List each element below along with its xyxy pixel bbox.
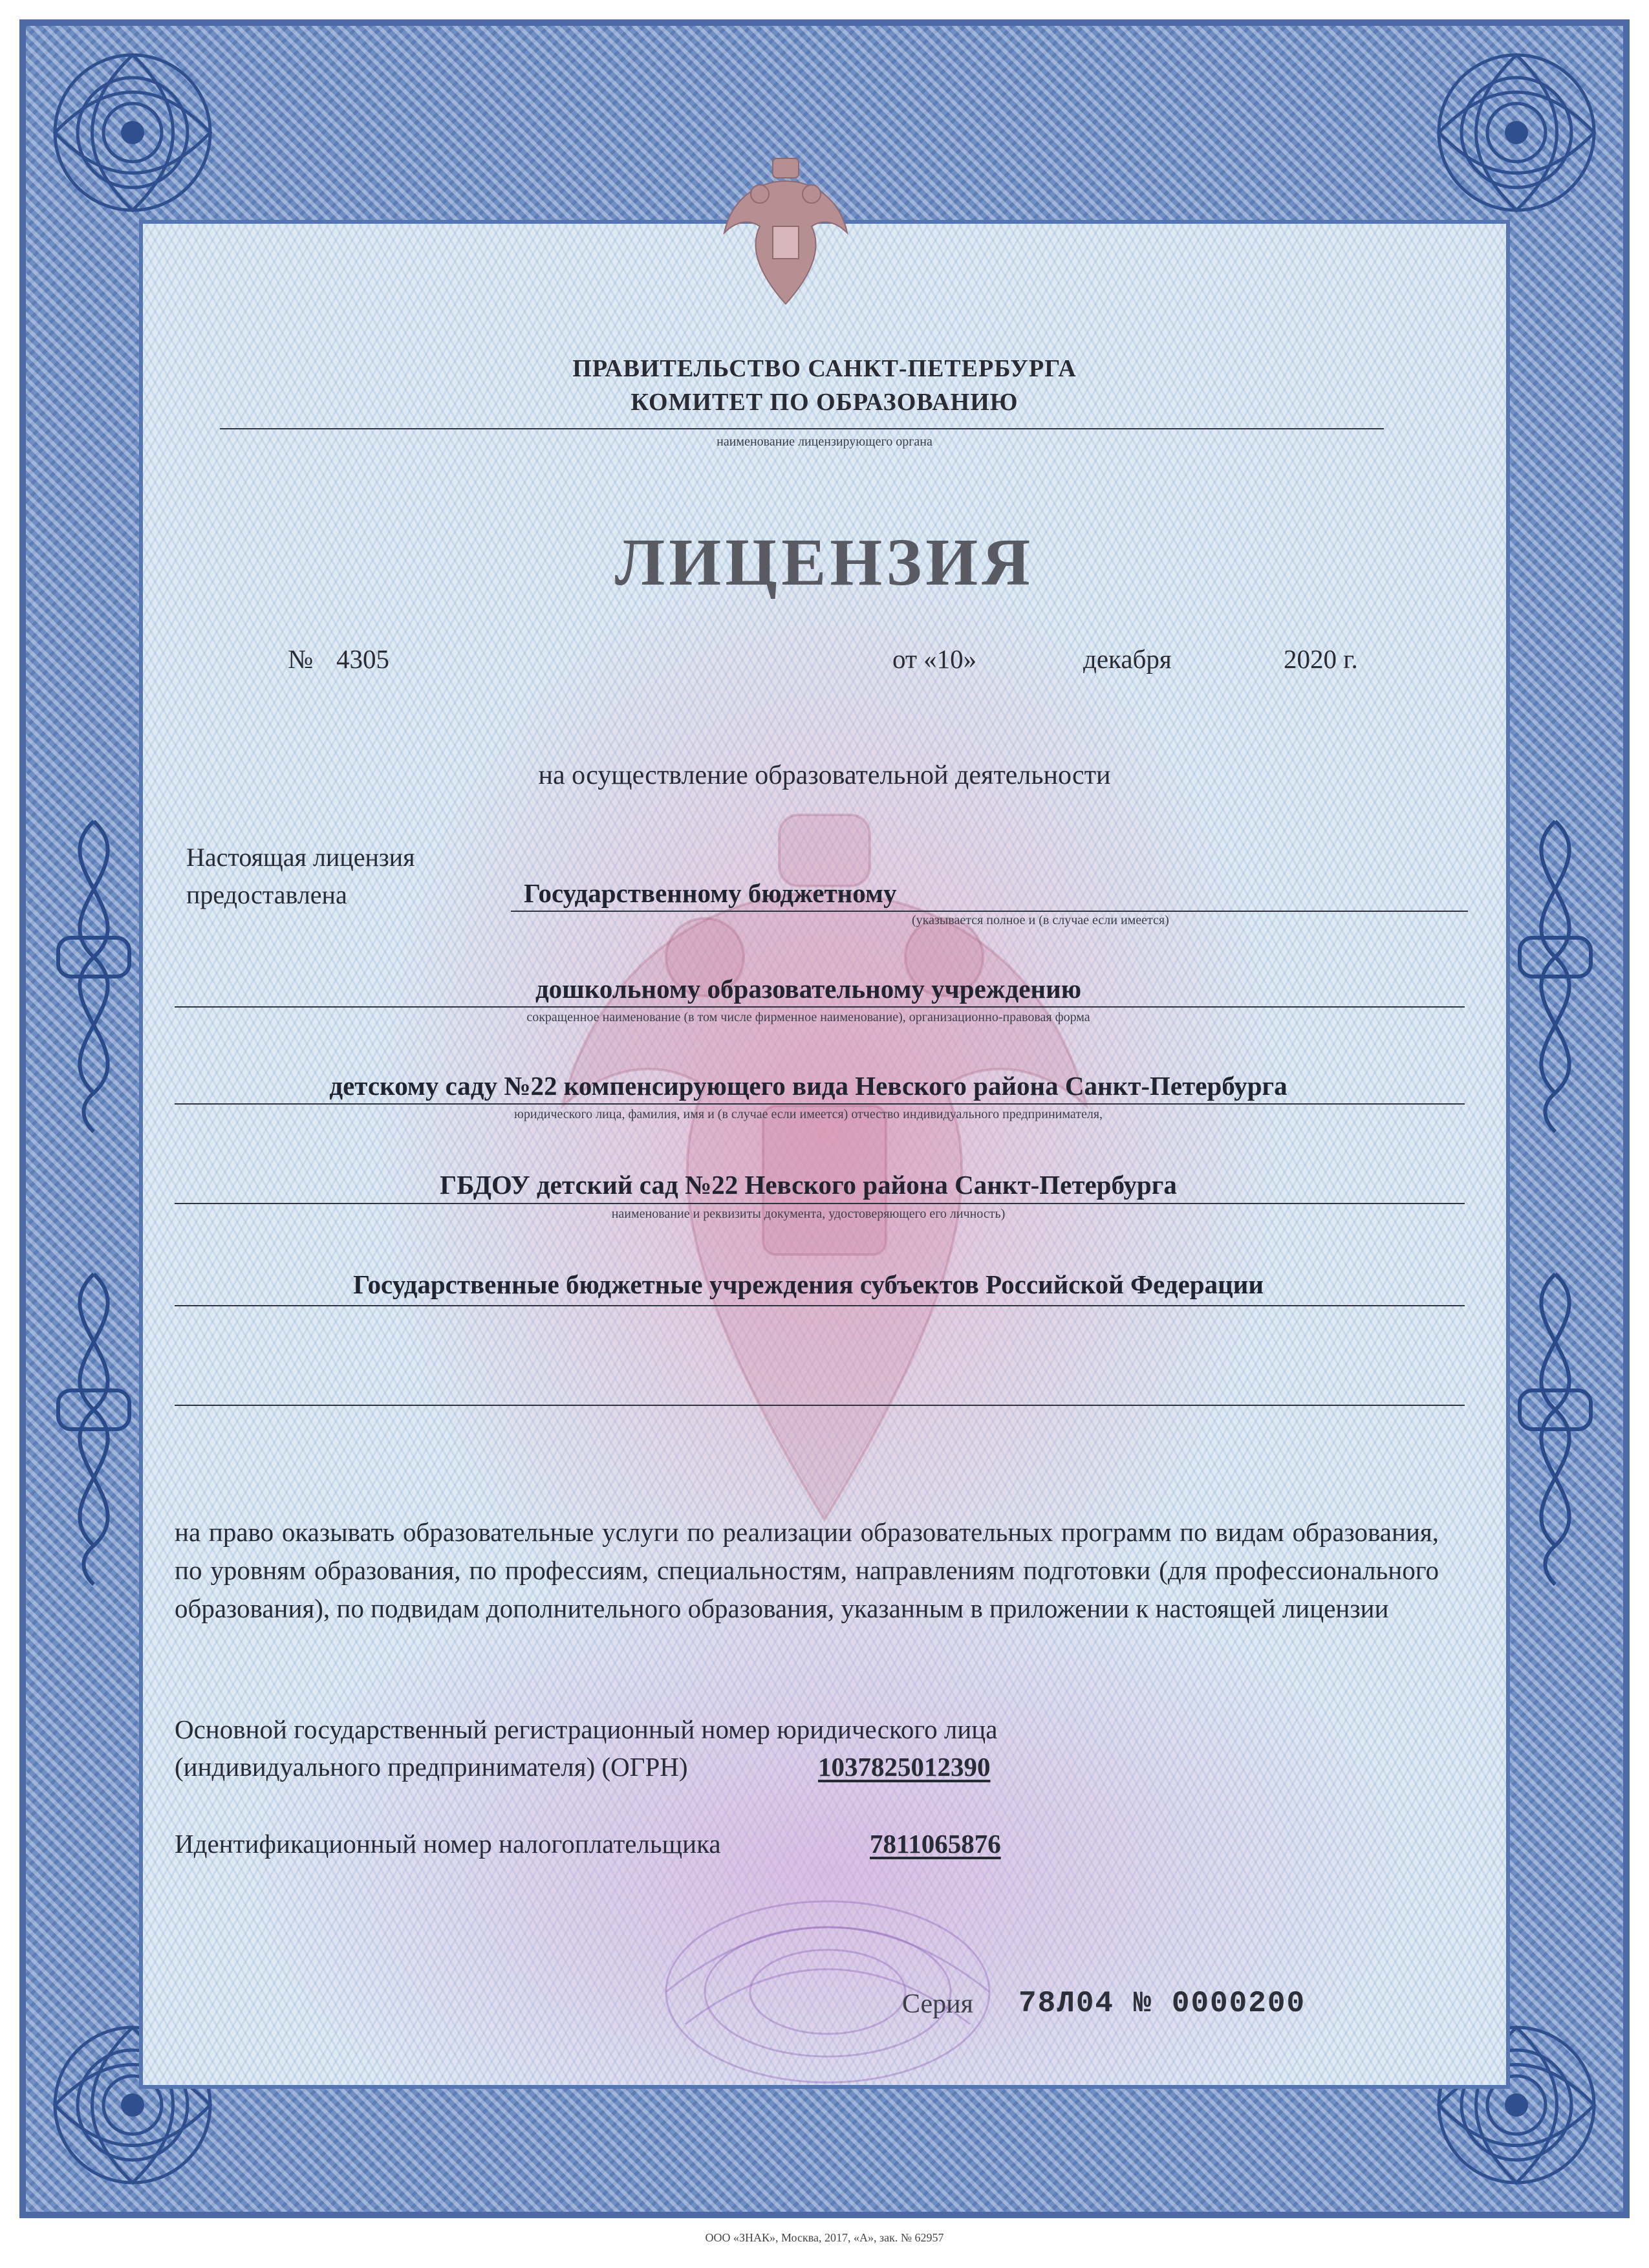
field-underline xyxy=(175,1103,1465,1105)
license-date-day: от «10» xyxy=(892,644,977,674)
rosette-watermark-icon xyxy=(647,1863,1009,2095)
field-underline xyxy=(175,1203,1465,1204)
field-underline xyxy=(175,1006,1465,1008)
license-date-year: 2020 г. xyxy=(1284,644,1358,674)
knot-ornament-icon xyxy=(32,808,155,1145)
ogrn-label-line2: (индивидуального предпринимателя) (ОГРН) xyxy=(175,1752,688,1782)
knot-ornament-icon xyxy=(1494,808,1617,1145)
field-underline xyxy=(175,1305,1465,1306)
inn-value: 7811065876 xyxy=(870,1829,1001,1859)
authority-name-line2: КОМИТЕТ ПО ОБРАЗОВАНИЮ xyxy=(630,389,1018,416)
grantee-caption4: наименование и реквизиты документа, удостоверяющего его личность) xyxy=(611,1207,1006,1221)
grantee-caption2: сокращенное наименование (в том числе фирменное наименование), организационно-правовая форма xyxy=(526,1010,1090,1024)
license-number: 4305 xyxy=(336,644,389,674)
license-date-month: декабря xyxy=(1083,644,1172,674)
series-label: Серия xyxy=(902,1989,973,2019)
grantee-short-name: ГБДОУ детский сад №22 Невского района Санкт-Петербурга xyxy=(440,1170,1177,1200)
authority-underline xyxy=(220,428,1384,429)
grantee-caption3: юридического лица, фамилия, имя и (в случае если имеется) отчество индивидуального предпринимателя, xyxy=(513,1107,1103,1121)
field-underline xyxy=(511,911,1468,912)
inn-label: Идентификационный номер налогоплательщика xyxy=(175,1829,721,1859)
grantee-label-line1: Настоящая лицензия xyxy=(186,843,415,872)
knot-ornament-icon xyxy=(1494,1261,1617,1597)
series-number: 78Л04 № 0000200 xyxy=(1018,1987,1306,2020)
coat-of-arms-icon xyxy=(711,155,860,310)
rights-paragraph: на право оказывать образовательные услуги по реализации образовательных программ по видам образования, по уровням образования, по профессиям, специальностям, направлениям подготовки (для профессионального образования), по подвидам дополнительного образования, указанным в приложении к настоящей лицензии xyxy=(175,1517,1439,1623)
license-purpose: на осуществление образовательной деятельности xyxy=(538,761,1111,790)
field-underline-empty xyxy=(175,1405,1465,1406)
license-number-prefix: № xyxy=(288,644,314,674)
authority-caption: наименование лицензирующего органа xyxy=(717,435,932,449)
corner-ornament-icon xyxy=(26,26,239,239)
knot-ornament-icon xyxy=(32,1261,155,1597)
grantee-name-line1: Государственному бюджетному xyxy=(524,878,897,908)
grantee-caption1: (указывается полное и (в случае если имеется) xyxy=(912,913,1169,927)
ogrn-value: 1037825012390 xyxy=(818,1752,991,1782)
printer-imprint: ООО «ЗНАК», Москва, 2017, «А», зак. № 62957 xyxy=(705,2231,944,2244)
ogrn-label-line1: Основной государственный регистрационный номер юридического лица xyxy=(175,1714,998,1744)
grantee-legal-form: Государственные бюджетные учреждения субъектов Российской Федерации xyxy=(353,1269,1264,1299)
authority-name-line1: ПРАВИТЕЛЬСТВО САНКТ-ПЕТЕРБУРГА xyxy=(572,355,1077,382)
grantee-name-line2: дошкольному образовательному учреждению xyxy=(535,974,1082,1004)
document-title: ЛИЦЕНЗИЯ xyxy=(614,525,1035,599)
corner-ornament-icon xyxy=(1410,26,1623,239)
grantee-label-line2: предоставлена xyxy=(186,880,347,909)
grantee-name-line3: детскому саду №22 компенсирующего вида Невского района Санкт-Петербурга xyxy=(329,1071,1288,1101)
